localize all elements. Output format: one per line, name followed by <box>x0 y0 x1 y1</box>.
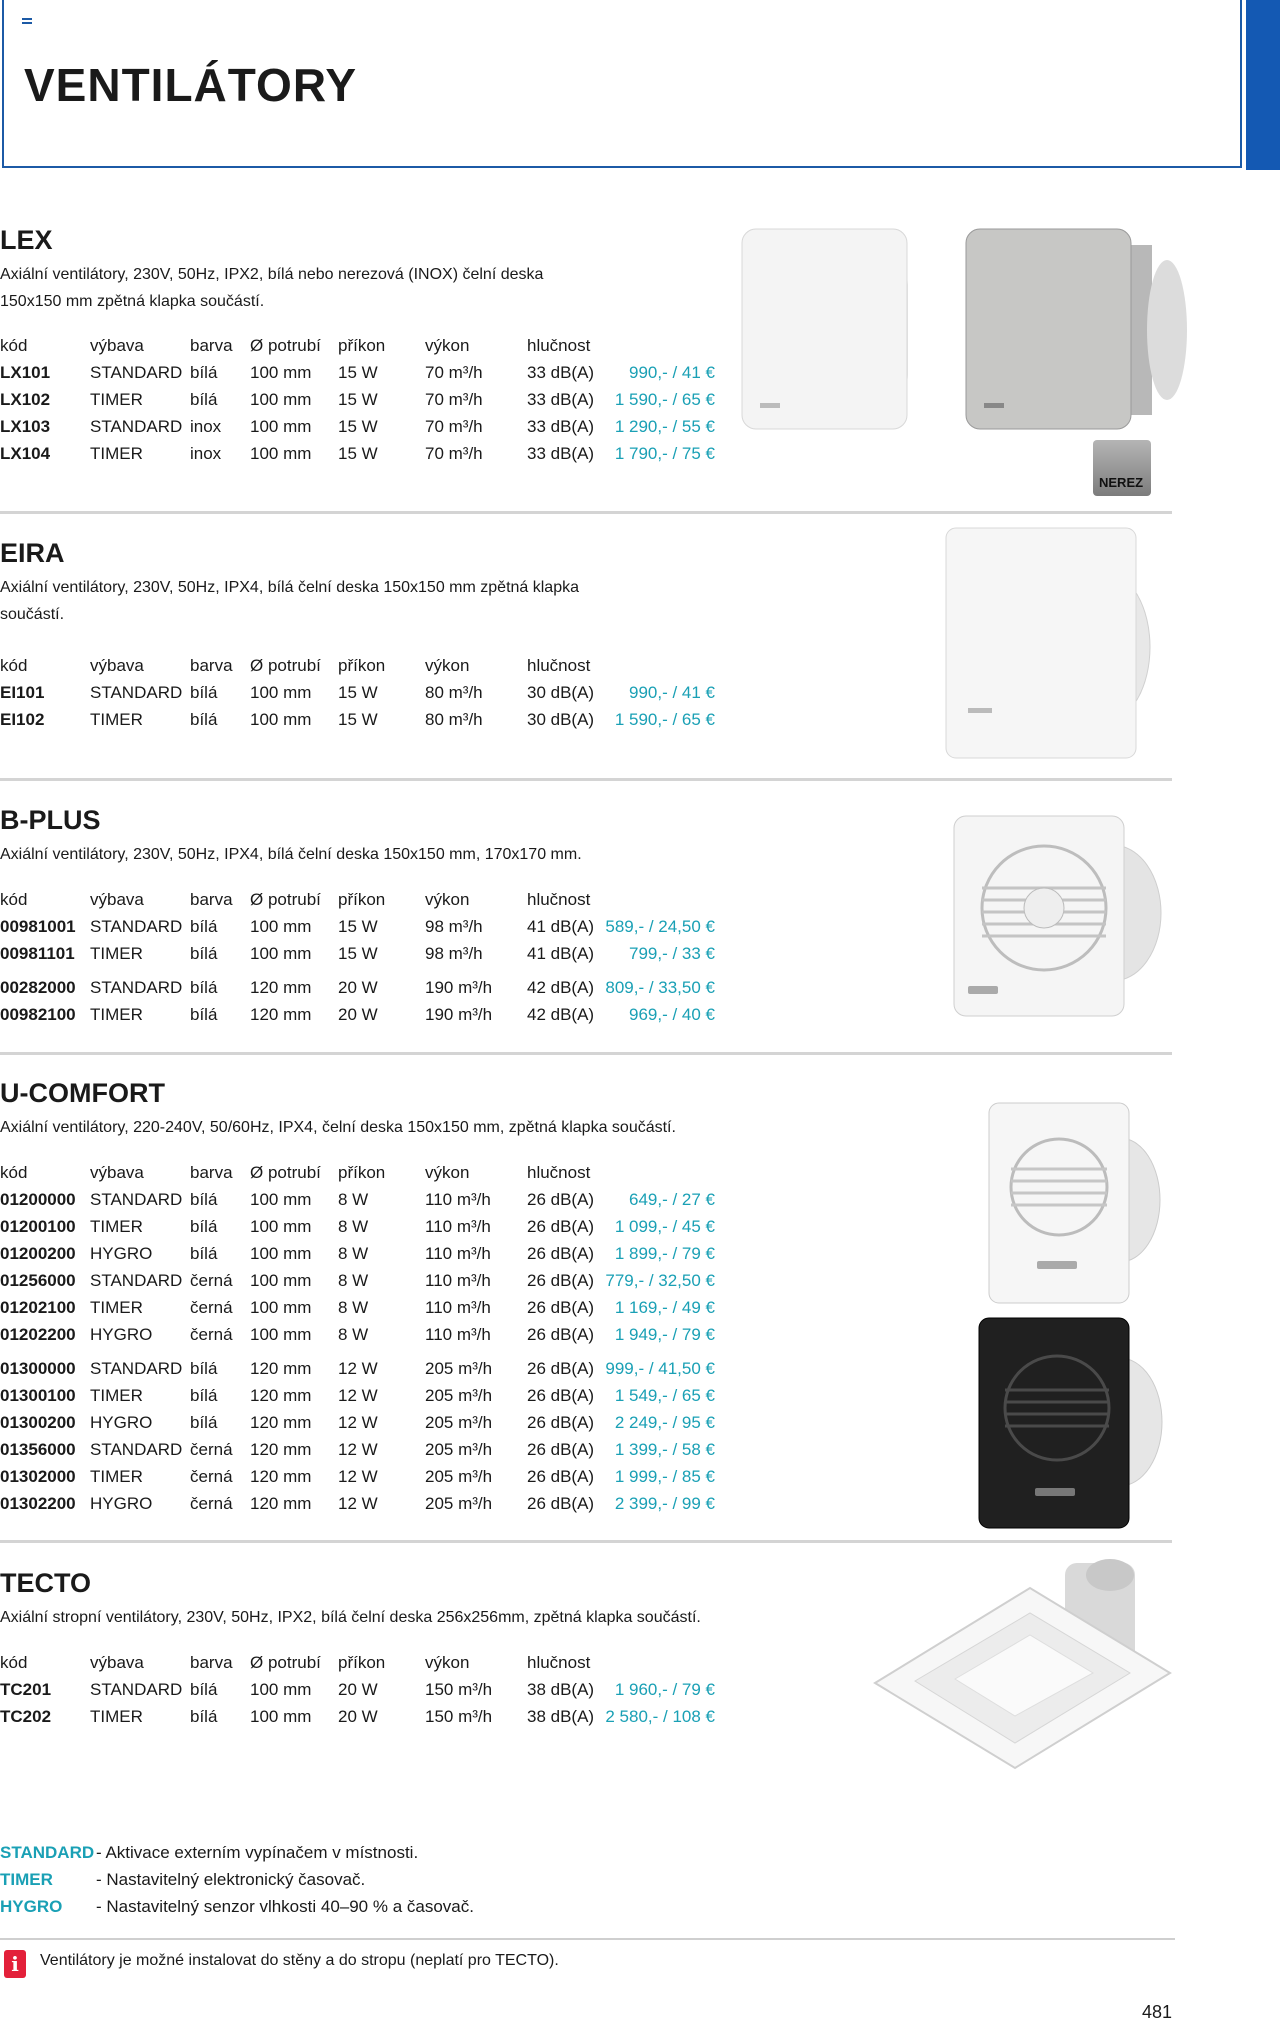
cell-noise: 26 dB(A) <box>527 1440 595 1459</box>
info-note <box>0 1938 1175 1982</box>
cell-noise: 26 dB(A) <box>527 1298 595 1317</box>
cell-color: bílá <box>190 1413 218 1432</box>
cell-performance: 190 m³/h <box>425 978 493 997</box>
info-text: Ventilátory je možné instalovat do stěny a do stropu (neplatí pro TECTO). <box>40 1952 559 1969</box>
cell-code: EI101 <box>0 683 45 702</box>
cell-noise: 26 dB(A) <box>527 1359 595 1378</box>
cell-equipment: TIMER <box>90 1298 143 1317</box>
b-plus-fan-image <box>948 808 1174 1028</box>
tecto-fan-image <box>835 1553 1180 1773</box>
cell-equipment: TIMER <box>90 1217 143 1236</box>
cell-color: bílá <box>190 1707 218 1726</box>
lex-white-fan-image <box>738 225 938 435</box>
col-performance: výkon <box>425 336 470 355</box>
cell-diameter: 100 mm <box>250 1271 312 1290</box>
cell-code: 01356000 <box>0 1440 76 1459</box>
cell-performance: 110 m³/h <box>425 1244 491 1263</box>
cell-code: 01302200 <box>0 1494 76 1513</box>
cell-noise: 26 dB(A) <box>527 1386 595 1405</box>
cell-power: 8 W <box>338 1271 369 1290</box>
cell-performance: 150 m³/h <box>425 1707 493 1726</box>
cell-noise: 33 dB(A) <box>527 417 595 436</box>
cell-code: LX104 <box>0 444 51 463</box>
cell-diameter: 100 mm <box>250 363 312 382</box>
cell-noise: 33 dB(A) <box>527 444 595 463</box>
col-color: barva <box>190 1163 233 1182</box>
section-title: U-COMFORT <box>0 1078 165 1108</box>
cell-performance: 110 m³/h <box>425 1271 491 1290</box>
col-diameter: Ø potrubí <box>250 336 321 355</box>
cell-equipment: STANDARD <box>90 1359 183 1378</box>
cell-diameter: 100 mm <box>250 1325 312 1344</box>
cell-equipment: TIMER <box>90 444 143 463</box>
legend-text: - Nastavitelný senzor vlhkosti 40–90 % a časovač. <box>96 1897 474 1916</box>
cell-power: 15 W <box>338 683 378 702</box>
col-noise: hlučnost <box>527 890 591 909</box>
cell-price: 1 899,- / 79 € <box>614 1244 715 1263</box>
cell-code: 01300200 <box>0 1413 76 1432</box>
cell-noise: 26 dB(A) <box>527 1217 595 1236</box>
cell-price: 1 590,- / 65 € <box>614 710 715 729</box>
cell-diameter: 120 mm <box>250 1494 312 1513</box>
cell-equipment: STANDARD <box>90 417 183 436</box>
cell-code: 00981001 <box>0 917 76 936</box>
cell-power: 15 W <box>338 944 378 963</box>
cell-performance: 70 m³/h <box>425 417 483 436</box>
cell-diameter: 120 mm <box>250 1386 312 1405</box>
col-power: příkon <box>338 656 386 675</box>
cell-color: bílá <box>190 1359 218 1378</box>
cell-price: 649,- / 27 € <box>628 1190 715 1209</box>
cell-color: bílá <box>190 1386 218 1405</box>
col-power: příkon <box>338 336 386 355</box>
cell-code: 01302000 <box>0 1467 76 1486</box>
cell-power: 12 W <box>338 1440 378 1459</box>
cell-color: bílá <box>190 683 218 702</box>
col-noise: hlučnost <box>527 336 591 355</box>
cell-power: 12 W <box>338 1494 378 1513</box>
cell-color: černá <box>190 1271 233 1290</box>
menu-icon <box>22 18 32 26</box>
cell-equipment: STANDARD <box>90 917 183 936</box>
cell-power: 8 W <box>338 1190 369 1209</box>
cell-code: LX103 <box>0 417 51 436</box>
cell-equipment: HYGRO <box>90 1413 153 1432</box>
cell-color: bílá <box>190 1190 218 1209</box>
col-equipment: výbava <box>90 1653 144 1672</box>
cell-power: 8 W <box>338 1217 369 1236</box>
col-power: příkon <box>338 1653 386 1672</box>
legend-key: TIMER <box>0 1870 53 1889</box>
col-color: barva <box>190 656 233 675</box>
cell-code: 01300000 <box>0 1359 76 1378</box>
col-performance: výkon <box>425 656 470 675</box>
cell-diameter: 100 mm <box>250 917 312 936</box>
cell-diameter: 100 mm <box>250 1707 312 1726</box>
lex-inox-fan-image <box>962 225 1192 435</box>
cell-performance: 110 m³/h <box>425 1217 491 1236</box>
cell-equipment: TIMER <box>90 1467 143 1486</box>
col-code: kód <box>0 336 28 355</box>
cell-diameter: 100 mm <box>250 1244 312 1263</box>
col-noise: hlučnost <box>527 1163 591 1182</box>
cell-color: bílá <box>190 1217 218 1236</box>
col-code: kód <box>0 890 28 909</box>
col-equipment: výbava <box>90 890 144 909</box>
cell-price: 1 169,- / 49 € <box>614 1298 715 1317</box>
cell-price: 589,- / 24,50 € <box>605 917 715 936</box>
cell-power: 12 W <box>338 1467 378 1486</box>
cell-noise: 26 dB(A) <box>527 1467 595 1486</box>
cell-diameter: 120 mm <box>250 1359 312 1378</box>
cell-equipment: TIMER <box>90 710 143 729</box>
cell-code: TC201 <box>0 1680 52 1699</box>
cell-color: bílá <box>190 1005 218 1024</box>
cell-diameter: 100 mm <box>250 1190 312 1209</box>
col-diameter: Ø potrubí <box>250 1163 321 1182</box>
cell-performance: 150 m³/h <box>425 1680 493 1699</box>
cell-equipment: STANDARD <box>90 1440 183 1459</box>
legend-text: - Nastavitelný elektronický časovač. <box>96 1870 366 1889</box>
cell-price: 990,- / 41 € <box>628 683 715 702</box>
cell-code: 01200200 <box>0 1244 76 1263</box>
cell-color: bílá <box>190 363 218 382</box>
cell-diameter: 100 mm <box>250 944 312 963</box>
cell-performance: 110 m³/h <box>425 1298 491 1317</box>
cell-diameter: 120 mm <box>250 1467 312 1486</box>
cell-color: bílá <box>190 978 218 997</box>
col-performance: výkon <box>425 890 470 909</box>
cell-equipment: STANDARD <box>90 363 183 382</box>
cell-performance: 110 m³/h <box>425 1325 491 1344</box>
cell-power: 12 W <box>338 1386 378 1405</box>
section-divider <box>0 778 1172 781</box>
cell-diameter: 100 mm <box>250 1217 312 1236</box>
cell-performance: 190 m³/h <box>425 1005 493 1024</box>
cell-diameter: 100 mm <box>250 1680 312 1699</box>
col-diameter: Ø potrubí <box>250 656 321 675</box>
cell-equipment: HYGRO <box>90 1494 153 1513</box>
cell-noise: 30 dB(A) <box>527 683 595 702</box>
col-equipment: výbava <box>90 656 144 675</box>
section-title: EIRA <box>0 538 65 568</box>
cell-diameter: 100 mm <box>250 390 312 409</box>
cell-price: 1 960,- / 79 € <box>614 1680 715 1699</box>
section-description: Axiální stropní ventilátory, 230V, 50Hz, IPX2, bílá čelní deska 256x256mm, zpětná klapka součástí. <box>0 1609 701 1626</box>
cell-equipment: STANDARD <box>90 1190 183 1209</box>
cell-equipment: HYGRO <box>90 1325 153 1344</box>
cell-power: 15 W <box>338 444 378 463</box>
col-code: kód <box>0 1653 28 1672</box>
cell-price: 799,- / 33 € <box>628 944 715 963</box>
cell-power: 20 W <box>338 1005 378 1024</box>
u-comfort-black-fan-image <box>975 1312 1175 1537</box>
cell-noise: 26 dB(A) <box>527 1494 595 1513</box>
cell-performance: 80 m³/h <box>425 683 483 702</box>
cell-code: 01300100 <box>0 1386 76 1405</box>
cell-equipment: STANDARD <box>90 683 183 702</box>
col-equipment: výbava <box>90 1163 144 1182</box>
cell-price: 809,- / 33,50 € <box>605 978 715 997</box>
cell-equipment: TIMER <box>90 1005 143 1024</box>
cell-diameter: 120 mm <box>250 1413 312 1432</box>
cell-color: černá <box>190 1467 233 1486</box>
cell-power: 8 W <box>338 1325 369 1344</box>
nerez-label: NEREZ <box>1099 475 1144 490</box>
cell-color: černá <box>190 1494 233 1513</box>
cell-price: 1 790,- / 75 € <box>614 444 715 463</box>
cell-price: 2 580,- / 108 € <box>605 1707 715 1726</box>
cell-equipment: HYGRO <box>90 1244 153 1263</box>
cell-equipment: TIMER <box>90 390 143 409</box>
cell-color: černá <box>190 1440 233 1459</box>
section-title: TECTO <box>0 1568 92 1598</box>
cell-code: EI102 <box>0 710 45 729</box>
cell-price: 990,- / 41 € <box>628 363 715 382</box>
cell-diameter: 100 mm <box>250 683 312 702</box>
cell-power: 20 W <box>338 978 378 997</box>
cell-noise: 26 dB(A) <box>527 1244 595 1263</box>
eira-fan-image <box>940 522 1180 767</box>
page-number: 481 <box>1141 2002 1172 2022</box>
cell-noise: 41 dB(A) <box>527 917 595 936</box>
section-description: Axiální ventilátory, 230V, 50Hz, IPX4, bílá čelní deska 150x150 mm zpětná klapka součástí. <box>0 579 579 623</box>
cell-power: 20 W <box>338 1707 378 1726</box>
section-divider <box>0 1540 1172 1543</box>
cell-noise: 26 dB(A) <box>527 1325 595 1344</box>
cell-diameter: 120 mm <box>250 978 312 997</box>
cell-color: inox <box>190 417 222 436</box>
cell-performance: 70 m³/h <box>425 444 483 463</box>
section-title: B-PLUS <box>0 805 101 835</box>
cell-price: 999,- / 41,50 € <box>605 1359 715 1378</box>
cell-equipment: TIMER <box>90 1386 143 1405</box>
cell-color: černá <box>190 1325 233 1344</box>
cell-code: 01202200 <box>0 1325 76 1344</box>
col-code: kód <box>0 656 28 675</box>
cell-code: 01202100 <box>0 1298 76 1317</box>
cell-diameter: 100 mm <box>250 710 312 729</box>
cell-performance: 98 m³/h <box>425 917 483 936</box>
cell-performance: 205 m³/h <box>425 1359 493 1378</box>
cell-color: bílá <box>190 917 218 936</box>
cell-code: LX102 <box>0 390 51 409</box>
cell-performance: 205 m³/h <box>425 1413 493 1432</box>
cell-code: 00282000 <box>0 978 76 997</box>
cell-price: 1 099,- / 45 € <box>614 1217 715 1236</box>
cell-performance: 110 m³/h <box>425 1190 491 1209</box>
cell-power: 8 W <box>338 1298 369 1317</box>
cell-color: černá <box>190 1298 233 1317</box>
cell-color: bílá <box>190 944 218 963</box>
cell-diameter: 120 mm <box>250 1440 312 1459</box>
cell-noise: 33 dB(A) <box>527 363 595 382</box>
header-box <box>2 0 1242 168</box>
cell-price: 1 549,- / 65 € <box>614 1386 715 1405</box>
cell-performance: 70 m³/h <box>425 363 483 382</box>
cell-power: 15 W <box>338 363 378 382</box>
cell-noise: 30 dB(A) <box>527 710 595 729</box>
cell-noise: 26 dB(A) <box>527 1190 595 1209</box>
cell-equipment: STANDARD <box>90 1680 183 1699</box>
cell-price: 1 949,- / 79 € <box>614 1325 715 1344</box>
cell-color: bílá <box>190 390 218 409</box>
cell-equipment: STANDARD <box>90 978 183 997</box>
cell-power: 15 W <box>338 417 378 436</box>
cell-power: 15 W <box>338 710 378 729</box>
cell-noise: 26 dB(A) <box>527 1413 595 1432</box>
cell-color: bílá <box>190 710 218 729</box>
cell-noise: 26 dB(A) <box>527 1271 595 1290</box>
col-performance: výkon <box>425 1163 470 1182</box>
cell-code: 01200000 <box>0 1190 76 1209</box>
cell-performance: 205 m³/h <box>425 1386 493 1405</box>
cell-diameter: 100 mm <box>250 1298 312 1317</box>
u-comfort-white-fan-image <box>985 1095 1175 1315</box>
legend-key: STANDARD <box>0 1843 95 1862</box>
cell-color: bílá <box>190 1244 218 1263</box>
cell-equipment: TIMER <box>90 1707 143 1726</box>
info-icon: i <box>4 1950 26 1978</box>
cell-power: 8 W <box>338 1244 369 1263</box>
cell-performance: 205 m³/h <box>425 1467 493 1486</box>
section-divider <box>0 1052 1172 1055</box>
page-title: VENTILÁTORY <box>24 59 358 111</box>
cell-price: 1 999,- / 85 € <box>614 1467 715 1486</box>
cell-noise: 42 dB(A) <box>527 1005 595 1024</box>
cell-diameter: 120 mm <box>250 1005 312 1024</box>
col-color: barva <box>190 1653 233 1672</box>
cell-performance: 205 m³/h <box>425 1440 493 1459</box>
cell-code: 01256000 <box>0 1271 76 1290</box>
cell-price: 1 590,- / 65 € <box>614 390 715 409</box>
cell-noise: 33 dB(A) <box>527 390 595 409</box>
cell-power: 12 W <box>338 1413 378 1432</box>
cell-performance: 205 m³/h <box>425 1494 493 1513</box>
cell-diameter: 100 mm <box>250 444 312 463</box>
cell-price: 969,- / 40 € <box>628 1005 715 1024</box>
col-diameter: Ø potrubí <box>250 890 321 909</box>
cell-code: TC202 <box>0 1707 52 1726</box>
section-divider <box>0 511 1172 514</box>
col-color: barva <box>190 336 233 355</box>
section-description: Axiální ventilátory, 230V, 50Hz, IPX2, bílá nebo nerezová (INOX) čelní deska 150x150 mm zpětná klapka součástí. <box>0 266 544 310</box>
cell-noise: 38 dB(A) <box>527 1680 595 1699</box>
cell-price: 1 290,- / 55 € <box>614 417 715 436</box>
cell-power: 12 W <box>338 1359 378 1378</box>
legend-key: HYGRO <box>0 1897 63 1916</box>
cell-color: bílá <box>190 1680 218 1699</box>
col-color: barva <box>190 890 233 909</box>
cell-color: inox <box>190 444 222 463</box>
cell-equipment: TIMER <box>90 944 143 963</box>
cell-code: LX101 <box>0 363 51 382</box>
cell-price: 2 249,- / 95 € <box>614 1413 715 1432</box>
cell-performance: 80 m³/h <box>425 710 483 729</box>
cell-power: 15 W <box>338 917 378 936</box>
cell-noise: 41 dB(A) <box>527 944 595 963</box>
col-diameter: Ø potrubí <box>250 1653 321 1672</box>
cell-performance: 98 m³/h <box>425 944 483 963</box>
cell-code: 00981101 <box>0 944 75 963</box>
header-stripe <box>1246 0 1280 170</box>
col-power: příkon <box>338 890 386 909</box>
col-performance: výkon <box>425 1653 470 1672</box>
section-description: Axiální ventilátory, 230V, 50Hz, IPX4, bílá čelní deska 150x150 mm, 170x170 mm. <box>0 846 582 863</box>
cell-noise: 42 dB(A) <box>527 978 595 997</box>
col-power: příkon <box>338 1163 386 1182</box>
col-equipment: výbava <box>90 336 144 355</box>
cell-code: 01200100 <box>0 1217 76 1236</box>
cell-price: 2 399,- / 99 € <box>614 1494 715 1513</box>
cell-power: 20 W <box>338 1680 378 1699</box>
cell-code: 00982100 <box>0 1005 76 1024</box>
section-description: Axiální ventilátory, 220-240V, 50/60Hz, IPX4, čelní deska 150x150 mm, zpětná klapka součástí. <box>0 1119 676 1136</box>
cell-equipment: STANDARD <box>90 1271 183 1290</box>
nerez-badge <box>1093 440 1151 496</box>
col-noise: hlučnost <box>527 1653 591 1672</box>
cell-diameter: 100 mm <box>250 417 312 436</box>
cell-performance: 70 m³/h <box>425 390 483 409</box>
col-noise: hlučnost <box>527 656 591 675</box>
legend-text: - Aktivace externím vypínačem v místnosti. <box>96 1843 419 1862</box>
cell-power: 15 W <box>338 390 378 409</box>
cell-price: 1 399,- / 58 € <box>614 1440 715 1459</box>
cell-noise: 38 dB(A) <box>527 1707 595 1726</box>
cell-price: 779,- / 32,50 € <box>605 1271 715 1290</box>
section-title: LEX <box>0 225 53 255</box>
col-code: kód <box>0 1163 28 1182</box>
